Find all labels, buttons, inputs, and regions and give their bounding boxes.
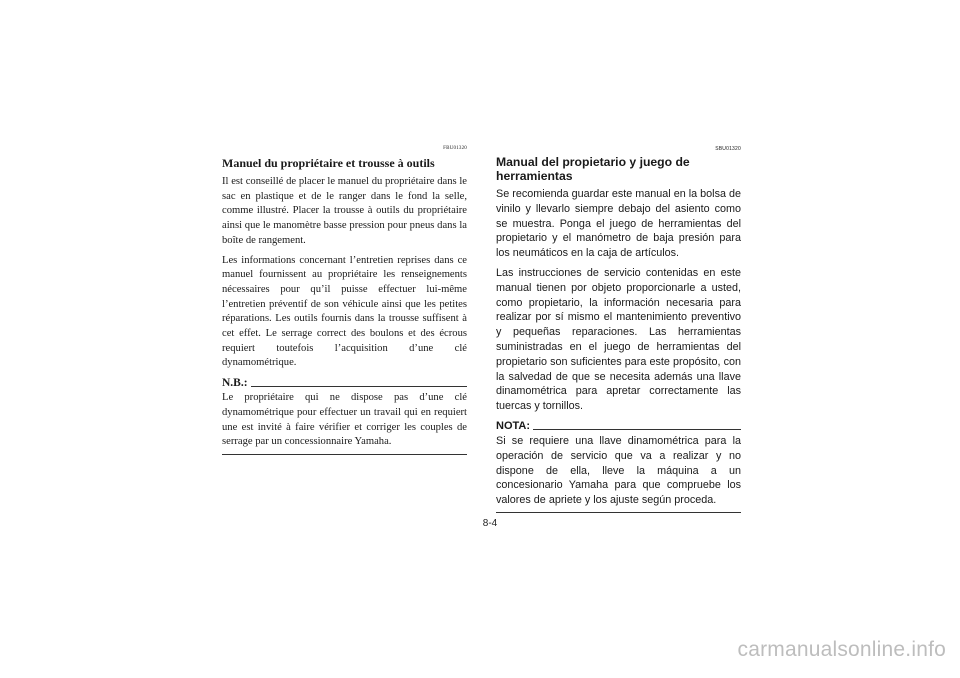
section-code: SBU01320 — [715, 146, 741, 152]
note-end-rule — [222, 454, 467, 455]
section-title: Manuel du propriétaire et trousse à outils — [222, 156, 435, 170]
paragraph-2: Les informations concernant l’entretien reprises dans ce manuel fournissent au propriétaire les renseignements nécessaires pour qu’il puisse effectuer lui-même l’entretien préventif de son véhicule ainsi que les petites réparations. Les outils fournis dans la trousse suffisent à cet effet. Le serrage correct des boulons et des écrous requiert toutefois l’acquisition d’une clé dynamométrique. — [222, 254, 467, 369]
watermark: carmanualsonline.info — [737, 638, 946, 661]
spanish-column — [496, 145, 741, 513]
paragraph-1: Se recomienda guardar este manual en la bolsa de vinilo y llevarlo siempre debajo del asiento como se muestra. Ponga el juego de herramientas del propietario y el manómetro de baja presión para los neumáticos en la caja de artículos. — [496, 188, 741, 260]
section-title: Manual del propietario y juego de herramientas — [496, 155, 690, 183]
note-label: N.B.: — [222, 377, 248, 390]
paragraph-2: Las instrucciones de servicio contenidas en este manual tienen por objeto proporcionarle a usted, como propietario, la información necesaria para realizar por sí mismo el mantenimiento preventivo y pequeñas reparaciones. Las herramientas suministradas en el juego de herramientas del propietario son suficientes para este propósito, con la salvedad de que se necesita además una llave dinamométrica para apretar correctamente las tuercas y tornillos. — [496, 266, 741, 413]
section-code: FBU01320 — [443, 146, 467, 151]
note-text: Si se requiere una llave dinamométrica para la operación de servicio que va a realizar y no dispone de ella, lleve la máquina a un concesionario Yamaha para que compruebe los valores de apriete y los ajuste según proceda. — [496, 434, 741, 507]
french-column — [222, 145, 467, 455]
note-text: Le propriétaire qui ne dispose pas d’une clé dynamométrique pour effectuer un travail qui en requiert une est invité à faire vérifier et corriger les couples de serrage par un concessionnaire Yamaha. — [222, 392, 467, 448]
page-number: 8-4 — [482, 518, 498, 529]
note-header — [496, 419, 741, 433]
note-header — [222, 376, 467, 390]
note-header-rule — [251, 386, 467, 387]
note-label: NOTA: — [496, 419, 531, 432]
note-header-rule — [533, 429, 741, 430]
note-end-rule — [496, 512, 741, 513]
paragraph-1: Il est conseillé de placer le manuel du propriétaire dans le sac en plastique et de le ranger dans le fond la selle, comme illustré. Placer la trousse à outils du propriétaire ainsi que le manomètre basse pression pour pneus dans la boîte de rangement. — [222, 176, 467, 246]
